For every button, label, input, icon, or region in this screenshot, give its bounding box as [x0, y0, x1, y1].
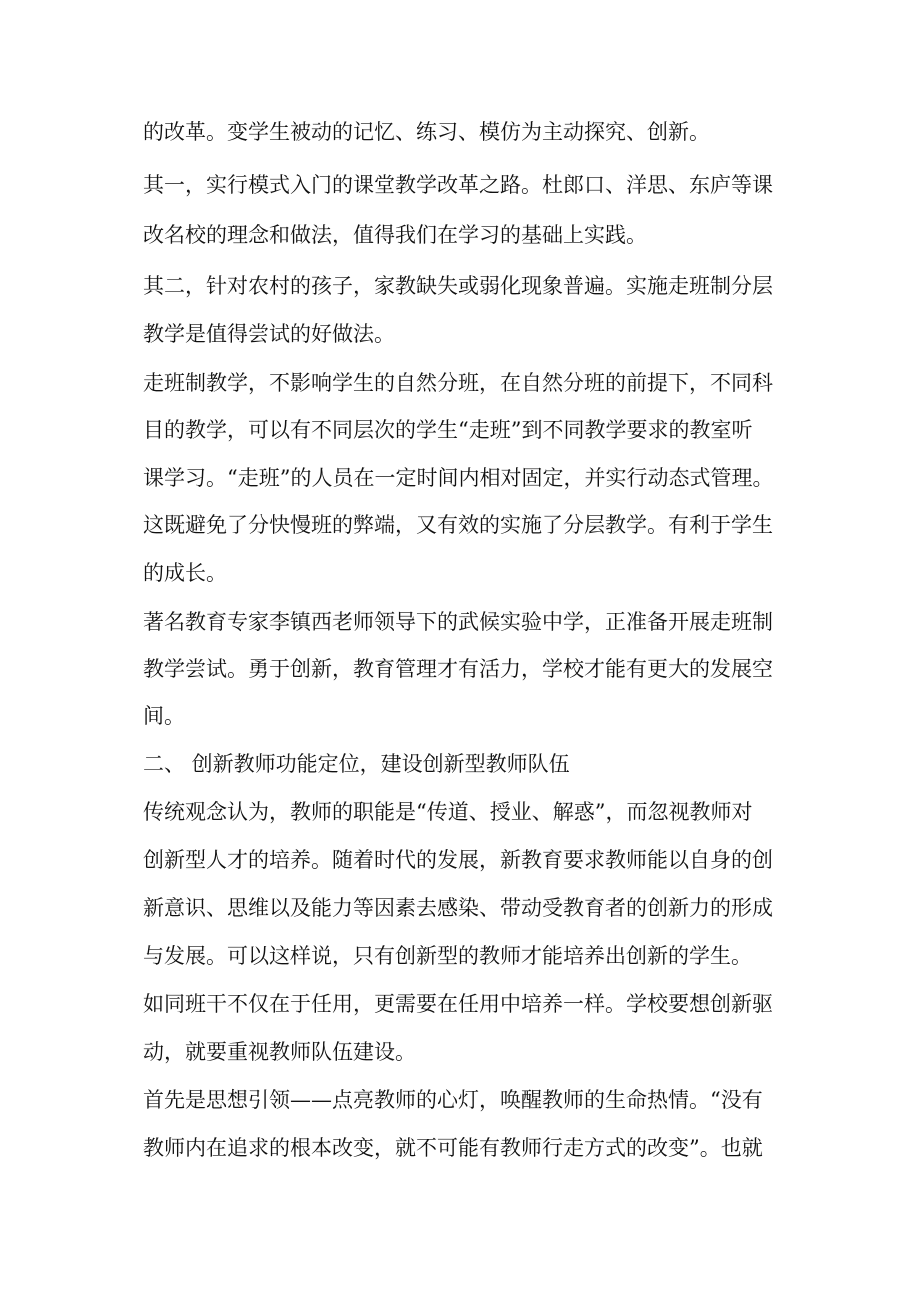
- text-line: 教学是值得尝试的好做法。: [143, 322, 395, 346]
- text-line: 的成长。: [143, 561, 227, 585]
- text-line: 其二，针对农村的孩子，家教缺失或弱化现象普遍。实施走班制分层: [143, 274, 773, 298]
- text-line: 著名教育专家李镇西老师领导下的武候实验中学，正准备开展走班制: [143, 610, 773, 634]
- text-line: 传统观念认为，教师的职能是“传道、授业、解惑”，而忽视教师对: [143, 800, 753, 824]
- text-line: 课学习。“走班”的人员在一定时间内相对固定，并实行动态式管理。: [143, 466, 774, 490]
- text-line: 教学尝试。勇于创新，教育管理才有活力，学校才能有更大的发展空: [143, 657, 773, 681]
- text-line: 这既避免了分快慢班的弊端，又有效的实施了分层教学。有利于学生: [143, 513, 773, 537]
- text-line: 目的教学，可以有不同层次的学生“走班”到不同教学要求的教室听: [143, 418, 753, 442]
- text-line: 如同班干不仅在于任用，更需要在任用中培养一样。学校要想创新驱: [143, 992, 773, 1016]
- text-line: 与发展。可以这样说，只有创新型的教师才能培养出创新的学生。: [143, 944, 752, 968]
- text-line: 创新型人才的培养。随着时代的发展，新教育要求教师能以自身的创: [143, 848, 773, 872]
- text-line: 间。: [143, 704, 185, 728]
- text-line: 教师内在追求的根本改变，就不可能有教师行走方式的改变”。也就: [143, 1136, 763, 1160]
- text-line: 其一，实行模式入门的课堂教学改革之路。杜郎口、洋思、东庐等课: [143, 173, 773, 197]
- text-line: 首先是思想引领——点亮教师的心灯，唤醒教师的生命热情。“没有: [143, 1088, 763, 1112]
- text-line: 改名校的理念和做法，值得我们在学习的基础上实践。: [143, 223, 647, 247]
- text-line: 的改革。变学生被动的记忆、练习、模仿为主动探究、创新。: [143, 120, 710, 144]
- section-heading: 二、 创新教师功能定位，建设创新型教师队伍: [143, 752, 570, 776]
- text-line: 新意识、思维以及能力等因素去感染、带动受教育者的创新力的形成: [143, 896, 773, 920]
- text-line: 动，就要重视教师队伍建设。: [143, 1040, 416, 1064]
- text-line: 走班制教学，不影响学生的自然分班，在自然分班的前提下，不同科: [143, 371, 773, 395]
